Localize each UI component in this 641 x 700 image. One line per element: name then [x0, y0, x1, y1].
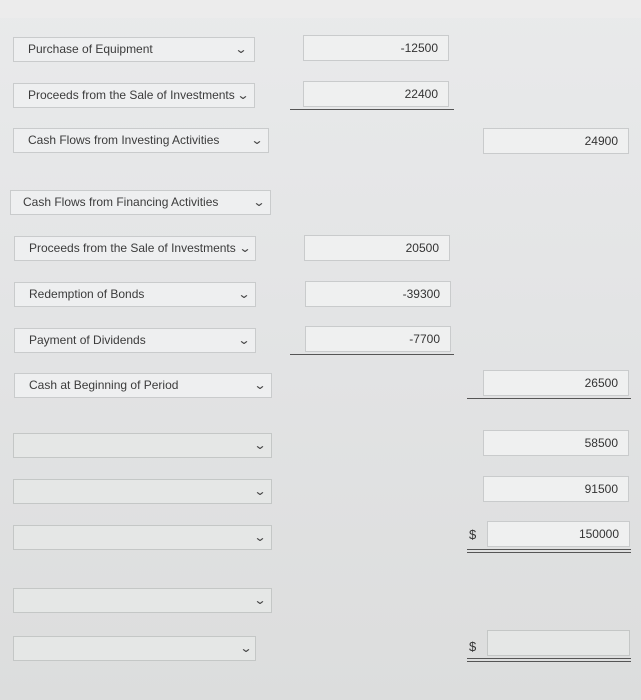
- blank-amount-1[interactable]: 58500: [483, 430, 629, 456]
- redemption-bonds-select[interactable]: [14, 282, 256, 307]
- chevron-down-icon: ⌄: [234, 42, 248, 56]
- select-label: Cash Flows from Investing Activities: [28, 133, 220, 147]
- purchase-equipment-select[interactable]: [13, 37, 255, 62]
- currency-symbol: $: [469, 527, 477, 542]
- subtotal-rule: [290, 109, 454, 110]
- select-label: Payment of Dividends: [29, 333, 146, 347]
- blank-select-4[interactable]: [13, 588, 272, 613]
- subtotal-rule: [467, 398, 631, 399]
- select-label: Purchase of Equipment: [28, 42, 153, 56]
- blank-amount-5[interactable]: [487, 630, 630, 656]
- chevron-down-icon: ⌄: [250, 133, 264, 147]
- top-bar: [0, 0, 641, 18]
- double-rule: [467, 549, 631, 550]
- blank-amount-3[interactable]: 150000: [487, 521, 630, 547]
- cash-beginning-amount[interactable]: 26500: [483, 370, 629, 396]
- subtotal-rule: [290, 354, 454, 355]
- sale-investments-amount-2[interactable]: 20500: [304, 235, 450, 261]
- chevron-down-icon: ⌄: [238, 241, 252, 255]
- sale-investments-amount-1[interactable]: 22400: [303, 81, 449, 107]
- chevron-down-icon: ⌄: [237, 333, 251, 347]
- select-label: Proceeds from the Sale of Investments: [28, 88, 235, 102]
- cf-financing-select[interactable]: [10, 190, 271, 215]
- chevron-down-icon: ⌄: [253, 593, 267, 607]
- chevron-down-icon: ⌄: [252, 195, 266, 209]
- double-rule: [467, 661, 631, 662]
- select-label: Cash at Beginning of Period: [29, 378, 179, 392]
- double-rule: [467, 658, 631, 659]
- redemption-bonds-amount[interactable]: -39300: [305, 281, 451, 307]
- purchase-equipment-amount[interactable]: -12500: [303, 35, 449, 61]
- payment-dividends-amount[interactable]: -7700: [305, 326, 451, 352]
- currency-symbol: $: [469, 639, 477, 654]
- chevron-down-icon: ⌄: [253, 438, 267, 452]
- chevron-down-icon: ⌄: [253, 378, 267, 392]
- blank-select-3[interactable]: [13, 525, 272, 550]
- select-label: Cash Flows from Financing Activities: [23, 195, 219, 209]
- chevron-down-icon: ⌄: [239, 641, 253, 655]
- cf-investing-select[interactable]: [13, 128, 269, 153]
- sale-investments-select-2[interactable]: [14, 236, 256, 261]
- blank-select-2[interactable]: [13, 479, 272, 504]
- select-label: Proceeds from the Sale of Investments: [29, 241, 236, 255]
- chevron-down-icon: ⌄: [253, 484, 267, 498]
- cash-beginning-select[interactable]: [14, 373, 272, 398]
- blank-amount-2[interactable]: 91500: [483, 476, 629, 502]
- blank-select-5[interactable]: [13, 636, 256, 661]
- chevron-down-icon: ⌄: [236, 88, 250, 102]
- cf-investing-total[interactable]: 24900: [483, 128, 629, 154]
- sale-investments-select-1[interactable]: [13, 83, 255, 108]
- blank-select-1[interactable]: [13, 433, 272, 458]
- chevron-down-icon: ⌄: [253, 530, 267, 544]
- select-label: Redemption of Bonds: [29, 287, 145, 301]
- chevron-down-icon: ⌄: [237, 287, 251, 301]
- payment-dividends-select[interactable]: [14, 328, 256, 353]
- double-rule: [467, 552, 631, 553]
